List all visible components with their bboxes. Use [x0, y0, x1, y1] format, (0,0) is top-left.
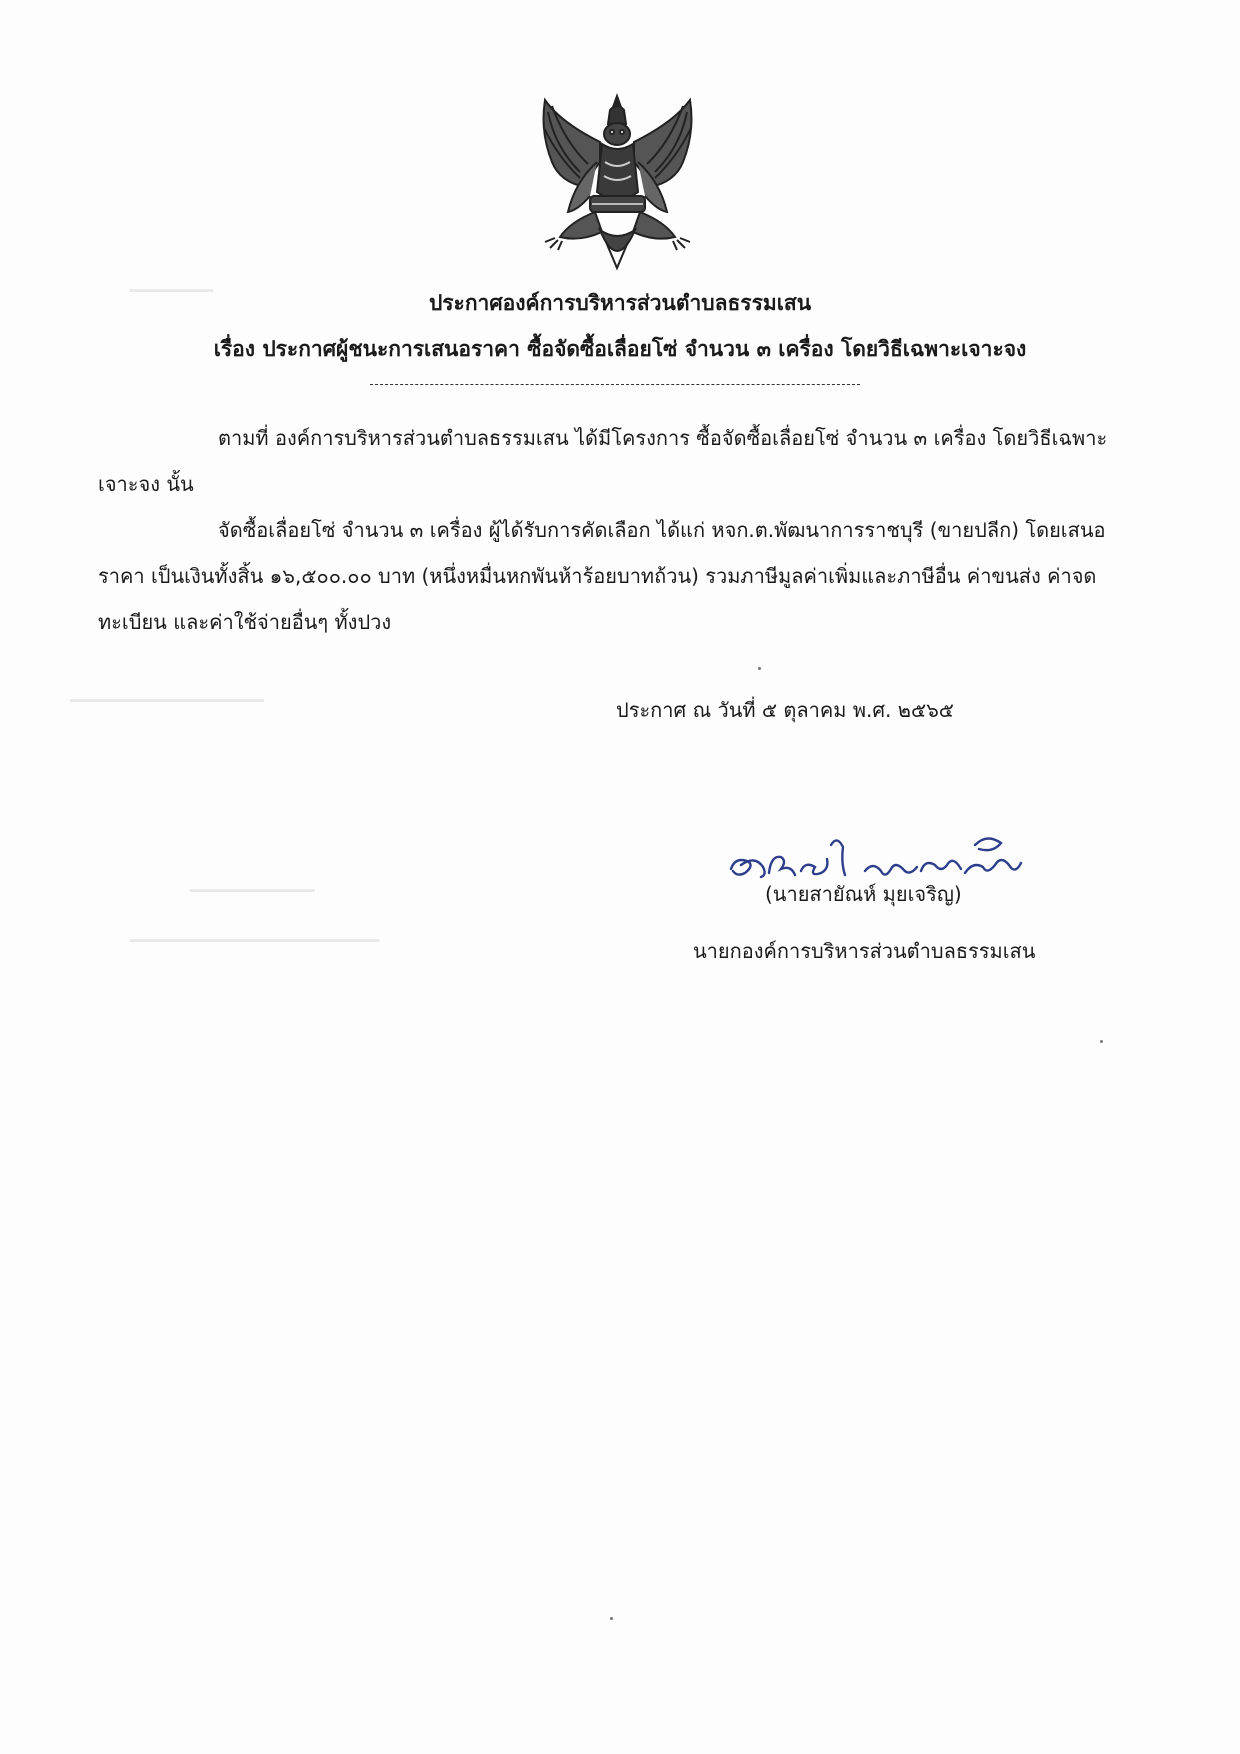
scan-speck: [610, 1617, 613, 1620]
garuda-emblem-icon: [530, 92, 705, 274]
dashed-divider: [370, 384, 860, 385]
bleed-through-mark: ▔▔▔▔▔▔: [130, 290, 214, 311]
bleed-through-mark: ▔▔▔▔▔▔▔▔▔▔▔▔▔▔▔▔▔▔: [130, 940, 380, 961]
body-paragraph-2: จัดซื้อเลื่อยโซ่ จำนวน ๓ เครื่อง ผู้ได้รับการคัดเลือก ได้แก่ หจก.ต.พัฒนาการราชบุรี (ขายปลีก) โดยเสนอราคา เป็นเงินทั้งสิ้น ๑๖,๕๐๐.๐๐ บาท (หนึ่งหมื่นหกพันห้าร้อยบาทถ้วน) รวมภาษีมูลค่าเพิ่มและภาษีอื่น ค่าขนส่ง ค่าจดทะเบียน และค่าใช้จ่ายอื่นๆ ทั้งปวง: [98, 518, 1106, 634]
bleed-through-mark: ▔▔▔▔▔▔▔▔▔▔▔▔▔▔: [70, 700, 264, 721]
announcement-title: ประกาศองค์การบริหารส่วนตำบลธรรมเสน: [428, 291, 812, 315]
body-paragraph-1: ตามที่ องค์การบริหารส่วนตำบลธรรมเสน ได้มีโครงการ ซื้อจัดซื้อเลื่อยโซ่ จำนวน ๓ เครื่อง โดยวิธีเฉพาะเจาะจง นั้น: [98, 426, 1108, 496]
signer-title: นายกองค์การบริหารส่วนตำบลธรรมเสน: [693, 939, 1036, 963]
bleed-through-mark: ▔▔▔▔▔▔▔▔▔: [190, 890, 315, 911]
scan-speck: [758, 667, 761, 670]
announcement-date: ประกาศ ณ วันที่ ๕ ตุลาคม พ.ศ. ๒๕๖๕: [616, 698, 954, 722]
scan-speck: [1100, 1040, 1103, 1043]
signer-name: (นายสายัณห์ มุยเจริญ): [765, 882, 962, 906]
announcement-subject: เรื่อง ประกาศผู้ชนะการเสนอราคา ซื้อจัดซื้อเลื่อยโซ่ จำนวน ๓ เครื่อง โดยวิธีเฉพาะเจาะจง: [213, 337, 1027, 361]
